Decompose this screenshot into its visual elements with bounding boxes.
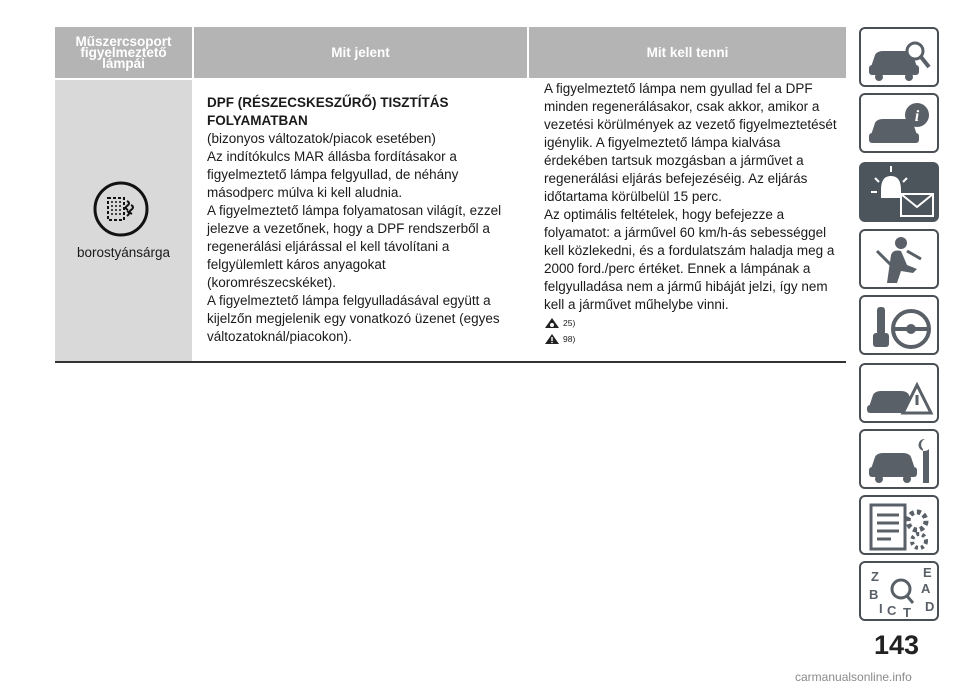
meaning-line: A figyelmeztető lámpa folyamatosan világít, ezzel (207, 203, 502, 218)
meaning-line: (koromrészecskéket). (207, 275, 337, 290)
action-line: minden regenerálásakor, csak akkor, amikor a (544, 99, 820, 114)
index-letter: A (921, 581, 931, 596)
action-line: időtartama körülbelül 15 perc. (544, 189, 722, 204)
warning-triangle-icon (544, 333, 560, 345)
meaning-line: (bizonyos változatok/piacok esetében) (207, 131, 436, 146)
reference-warning[interactable] (544, 332, 844, 346)
tab-safety[interactable] (859, 229, 939, 289)
action-line: kell közlekedni, és a fordulatszám haladja meg a (544, 243, 835, 258)
meaning-line: Az indítókulcs MAR állásba fordításakor a (207, 149, 457, 164)
action-line: regenerálási eljárás befejezéséig. Az eljárás (544, 171, 808, 186)
meaning-line: figyelmeztető lámpa felgyullad, de néhány (207, 167, 459, 182)
index-letter: B (869, 587, 879, 602)
action-line: érdekében tartsuk mozgásban a járművet a (544, 153, 804, 168)
warning-light-message-icon (861, 164, 941, 224)
reference-label: 25) (563, 318, 576, 328)
index-letter: C (887, 603, 897, 618)
index-letter: I (879, 601, 883, 616)
header-line: lámpái (102, 56, 145, 71)
page-number: 143 (874, 630, 920, 660)
meaning-line: változatoknál/piacokon). (207, 329, 352, 344)
action-line: folyamatot: a járművel 60 km/h-ás sebességgel (544, 225, 827, 240)
meaning-text (207, 130, 522, 346)
dpf-lamp-icon (91, 179, 151, 239)
meaning-cell (207, 94, 522, 346)
airbag-seat-icon (861, 231, 941, 291)
header-line: figyelmeztető (80, 45, 167, 60)
index-letter: D (925, 599, 935, 614)
meaning-line: kijelzőn megjelenik egy vonatkozó üzenet (egyes (207, 311, 500, 326)
table-bottom-rule (55, 361, 846, 363)
lamp-color-label: borostyánsárga (76, 245, 171, 260)
action-line: vezetési körülmények az vezető figyelmeztetését (544, 117, 837, 132)
header-what-to-do: Mit kell tenni (529, 27, 846, 78)
svg-text:i: i (914, 108, 920, 125)
tab-maintenance[interactable] (859, 429, 939, 489)
watermark: carmanualsonline.info (795, 670, 912, 684)
car-wrench-icon (861, 431, 941, 491)
action-line: 2000 ford./perc értéket. Ennek a lámpának a (544, 261, 811, 276)
index-letter: E (923, 565, 932, 580)
meaning-line: másodperc múlva ki kell aludnia. (207, 185, 403, 200)
meaning-line: felgyülemlett káros anyagokat (207, 257, 386, 272)
tab-starting-driving[interactable] (859, 295, 939, 355)
environment-warning-icon (544, 317, 560, 329)
action-line: felgyulladása nem a jármű hibáját jelzi, így nem (544, 279, 828, 294)
tab-index[interactable] (859, 561, 939, 621)
action-line: A figyelmeztető lámpa nem gyullad fel a DPF (544, 81, 813, 96)
action-text (544, 80, 844, 314)
tab-car-search[interactable] (859, 27, 939, 87)
key-steering-wheel-icon (861, 297, 941, 357)
header-instrument-cluster-lamps (55, 27, 192, 78)
header-meaning: Mit jelent (194, 27, 527, 78)
meaning-line: jelezve a vezetőnek, hogy a DPF rendszerből a (207, 221, 490, 236)
meaning-line: regenerálási eljárással el kell távolítani a (207, 239, 450, 254)
car-hazard-icon (861, 365, 941, 425)
action-line: kell a járművet műhelybe vinni. (544, 297, 729, 312)
tab-warning-lights[interactable] (859, 162, 939, 222)
reference-label: 98) (563, 334, 576, 344)
specifications-gear-icon (861, 497, 941, 557)
action-line: Az optimális feltételek, hogy befejezze a (544, 207, 785, 222)
car-search-icon (861, 29, 941, 89)
action-cell (544, 80, 844, 346)
meaning-title-line: DPF (RÉSZECSKESZŰRŐ) TISZTÍTÁS (207, 95, 449, 110)
index-letters-icon (861, 563, 941, 623)
car-info-icon (861, 95, 941, 155)
tab-technical-data[interactable] (859, 495, 939, 555)
tab-car-info[interactable] (859, 93, 939, 153)
index-letter: Z (871, 569, 879, 584)
meaning-title (207, 94, 522, 130)
action-line: igénylik. A figyelmeztető lámpa kialvása (544, 135, 781, 150)
lamp-cell (55, 80, 192, 361)
index-letter: T (903, 605, 911, 620)
reference-environment[interactable] (544, 316, 844, 330)
meaning-line: A figyelmeztető lámpa felgyulladásával együtt a (207, 293, 491, 308)
header-line: Műszercsoport (75, 34, 172, 49)
meaning-title-line: FOLYAMATBAN (207, 113, 308, 128)
tab-emergency[interactable] (859, 363, 939, 423)
